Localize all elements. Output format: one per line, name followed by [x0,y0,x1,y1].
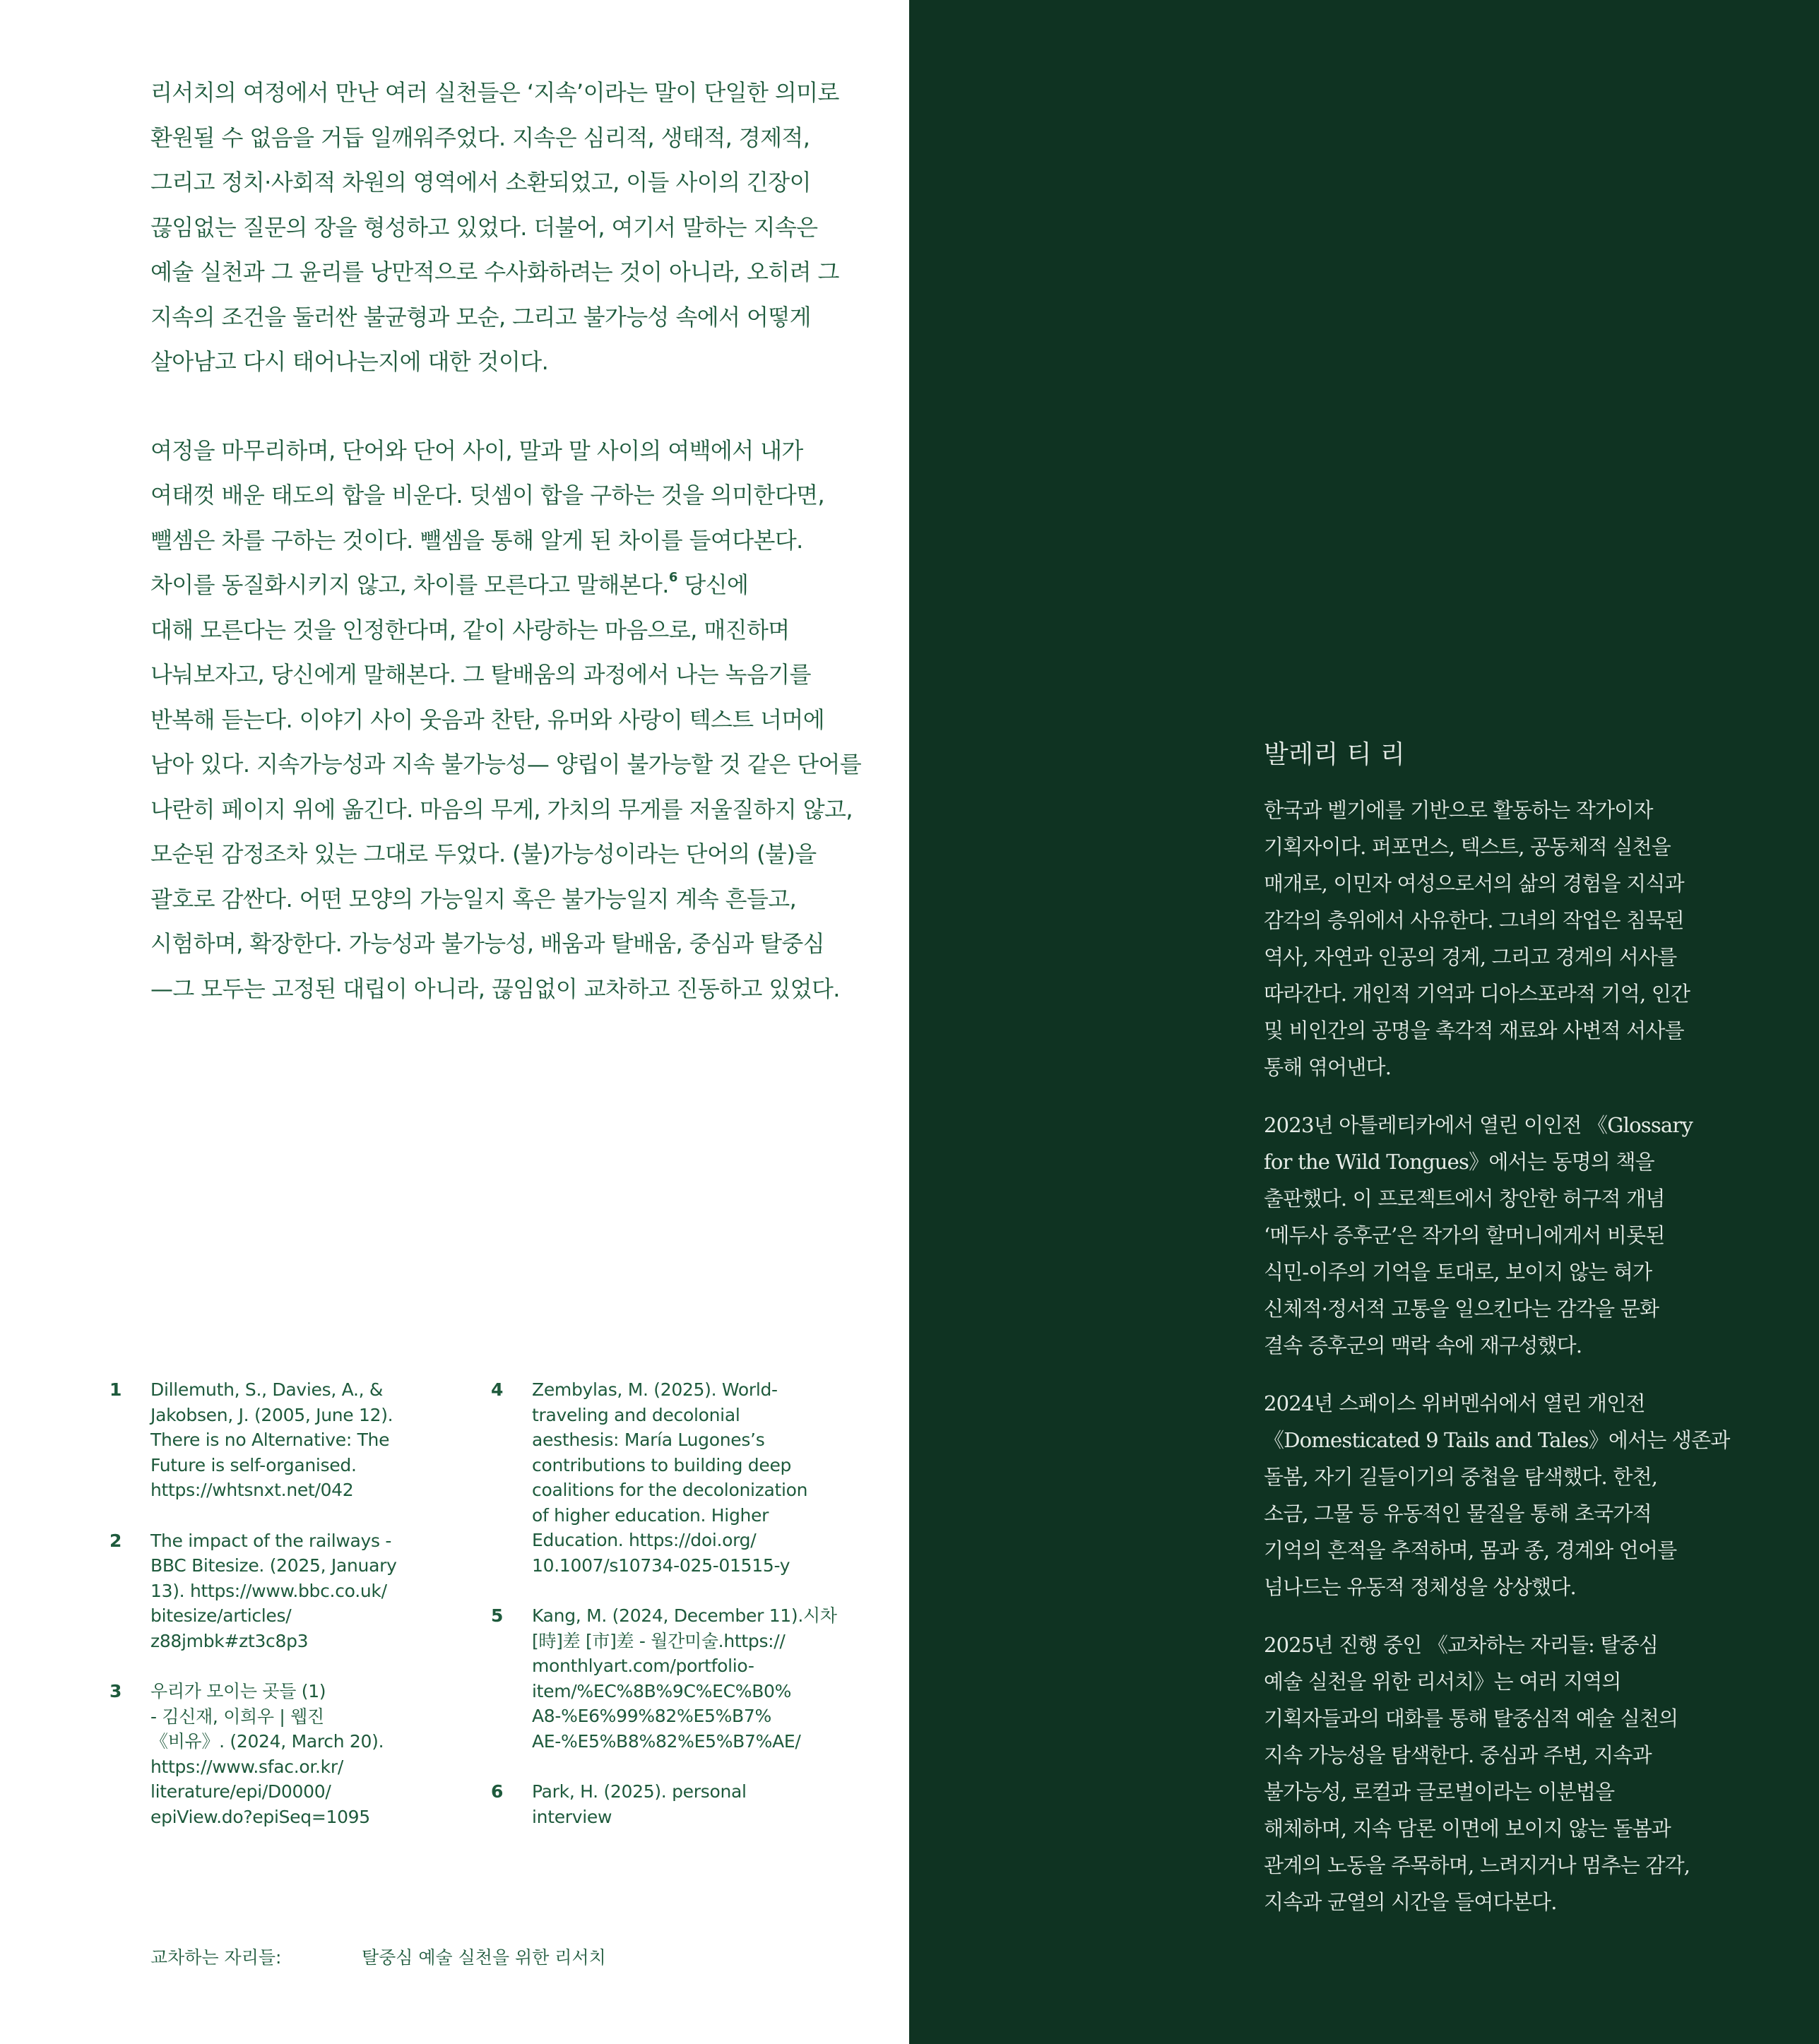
bio-line: 출판했다. 이 프로젝트에서 창안한 허구적 개념 [1264,1187,1665,1211]
bio-line: 따라간다. 개인적 기억과 디아스포라적 기억, 인간 [1264,982,1690,1006]
bio-line: 불가능성, 로컬과 글로벌이라는 이분법을 [1264,1780,1615,1804]
footnote-number: 2 [109,1530,122,1551]
footnote-line: z88jmbk#zt3c8p3 [150,1630,309,1651]
footnotes-column-right [487,1377,855,1855]
bio-line: for the Wild Tongues》에서는 동명의 책을 [1264,1150,1654,1174]
footnote-line: AE-%E5%B8%82%E5%B7%AE/ [532,1730,801,1752]
footnote [487,1603,855,1754]
text-line: 그리고 정치·사회적 차원의 영역에서 소환되었고, 이들 사이의 긴장이 [150,169,811,196]
bio-line: 결속 증후군의 맥락 속에 재구성했다. [1264,1333,1582,1357]
bio-line: 신체적·정서적 고통을 일으킨다는 감각을 문화 [1264,1297,1659,1321]
footnote-line: Education. https://doi.org/ [532,1530,757,1550]
text-line: 나눠보자고, 당신에게 말해본다. 그 탈배움의 과정에서 나는 녹음기를 [150,661,811,688]
bio-line: 예술 실천을 위한 리서치》는 여러 지역의 [1264,1670,1621,1694]
text-line: 나란히 페이지 위에 옮긴다. 마음의 무게, 가치의 무게를 저울질하지 않고, [150,795,853,823]
footnote-text [532,1603,855,1754]
left-page [0,0,909,2044]
bio-line: 및 비인간의 공명을 촉각적 재료와 사변적 서사를 [1264,1018,1684,1042]
footnote-line: 13). https://www.bbc.co.uk/ [150,1580,387,1601]
footnote [106,1377,438,1503]
bio-line: 한국과 벨기에를 기반으로 활동하는 작가이자 [1264,798,1653,822]
bio-line: 식민-이주의 기억을 토대로, 보이지 않는 혀가 [1264,1260,1652,1284]
footnote-line: BBC Bitesize. (2025, January [150,1555,397,1576]
footnote-line: - 김신재, 이희우 | 웹진 [150,1706,324,1727]
bio-paragraph [1264,792,1758,1086]
footnote-number: 4 [491,1379,504,1400]
bio-line: 소금, 그물 등 유동적인 물질을 통해 초국가적 [1264,1502,1652,1526]
essay-paragraph [150,429,862,1012]
footnote-line: The impact of the railways - [150,1530,392,1551]
footnote-line: Kang, M. (2024, December 11).시차 [532,1605,837,1626]
text-line: 여정을 마무리하며, 단어와 단어 사이, 말과 말 사이의 여백에서 내가 [150,436,803,464]
footnote-line: Jakobsen, J. (2005, June 12). [150,1404,393,1425]
text-line: 예술 실천과 그 윤리를 낭만적으로 수사화하려는 것이 아니라, 오히려 그 [150,259,839,285]
footnote-line: Future is self-organised. [150,1454,357,1475]
text-line: 대해 모른다는 것을 인정한다며, 같이 사랑하는 마음으로, 매진하며 [150,616,790,643]
text-line: 뺄셈은 차를 구하는 것이다. 뺄셈을 통해 알게 된 차이를 들여다본다. [150,526,803,554]
bio-line: 통해 엮어낸다. [1264,1055,1392,1079]
footnote-number: 5 [491,1605,504,1626]
text-line: 시험하며, 확장한다. 가능성과 불가능성, 배움과 탈배움, 중심과 탈중심 [150,930,825,957]
text-line: 반복해 듣는다. 이야기 사이 웃음과 찬탄, 유머와 사랑이 텍스트 너머에 [150,706,825,733]
footnote [487,1377,855,1578]
footnote-line: Dillemuth, S., Davies, A., & [150,1379,384,1400]
text-run: 당신에 [677,571,749,598]
text-line: 지속의 조건을 둘러싼 불균형과 모순, 그리고 불가능성 속에서 어떻게 [150,303,811,331]
bio-paragraph [1264,1107,1758,1364]
bio-line: 돌봄, 자기 길들이기의 중첩을 탐색했다. 한천, [1264,1465,1658,1489]
footnote-line: aesthesis: María Lugones’s [532,1430,765,1450]
footnote-line: literature/epi/D0000/ [150,1781,331,1802]
essay-body [150,71,862,1011]
artist-bio [1264,738,1758,1942]
footnote-line: 우리가 모이는 곳들 (1) [150,1681,326,1701]
bio-line: 지속 가능성을 탐색한다. 중심과 주변, 지속과 [1264,1743,1652,1767]
footnote [487,1779,855,1829]
bio-line: 넘나드는 유동적 정체성을 상상했다. [1264,1575,1576,1599]
text-line: 살아남고 다시 태어나는지에 대한 것이다. [150,348,549,375]
footnote-line: Park, H. (2025). personal [532,1781,747,1802]
bio-line: 2023년 아틀레티카에서 열린 이인전 《Glossary [1264,1113,1693,1137]
bio-line: 기억의 흔적을 추적하며, 몸과 종, 경계와 언어를 [1264,1538,1677,1562]
text-line: 남아 있다. 지속가능성과 지속 불가능성— 양립이 불가능할 것 같은 단어를 [150,751,862,778]
footnote [106,1528,438,1654]
text-line: 리서치의 여정에서 만난 여러 실천들은 ‘지속’이라는 말이 단일한 의미로 [150,79,839,106]
footnote-line: epiView.do?epiSeq=1095 [150,1806,370,1827]
footnotes-column-left [106,1377,438,1855]
essay-paragraph [150,71,857,385]
bio-name: 발레리 티 리 [1264,740,1406,769]
footnote-text [150,1528,438,1654]
text-line: 모순된 감정조차 있는 그대로 두었다. (불)가능성이라는 단어의 (불)을 [150,840,817,867]
bio-paragraph [1264,1385,1758,1605]
text-line: 끊임없는 질문의 장을 형성하고 있었다. 더불어, 여기서 말하는 지속은 [150,213,818,241]
bio-line: 매개로, 이민자 여성으로서의 삶의 경험을 지식과 [1264,872,1684,896]
footnote-line: Zembylas, M. (2025). World- [532,1379,778,1400]
footnote-number: 3 [109,1681,122,1701]
bio-line: 감각의 층위에서 사유한다. 그녀의 작업은 침묵된 [1264,908,1684,932]
footnote-line: interview [532,1806,612,1827]
text-line [150,563,857,608]
footnote-number: 6 [491,1781,504,1802]
footnote-text [150,1679,438,1829]
bio-line: 《Domesticated 9 Tails and Tales》에서는 생존과 [1264,1428,1730,1452]
footnote-line: [時]差 [市]差 - 월간미술.https:// [532,1630,786,1651]
footnote-line: item/%EC%8B%9C%EC%B0% [532,1680,792,1701]
text-line: —그 모두는 고정된 대립이 아니라, 끊임없이 교차하고 진동하고 있었다. [150,975,840,1002]
bio-line: 역사, 자연과 인공의 경계, 그리고 경계의 서사를 [1264,945,1677,969]
footnote-line: monthlyart.com/portfolio- [532,1656,754,1676]
footnote-text [532,1377,855,1578]
bio-paragraph [1264,1627,1758,1920]
running-footer-subtitle: 탈중심 예술 실천을 위한 리서치 [362,1947,606,1968]
footnote-line: 《비유》. (2024, March 20). [150,1731,384,1752]
text-line: 괄호로 감싼다. 어떤 모양의 가능일지 혹은 불가능일지 계속 흔들고, [150,885,797,913]
footnote-line: contributions to building deep [532,1454,792,1475]
bio-line: 2025년 진행 중인 《교차하는 자리들: 탈중심 [1264,1633,1659,1657]
text-line: 여태껏 배운 태도의 합을 비운다. 덧셈이 합을 구하는 것을 의미한다면, [150,482,825,509]
footnote-line: 10.1007/s10734-025-01515-y [532,1555,790,1576]
footnote-line: There is no Alternative: The [150,1430,390,1450]
footnote-text [150,1377,438,1503]
footnote-text [532,1779,855,1829]
bio-line: ‘메두사 증후군’은 작가의 할머니에게서 비롯된 [1264,1223,1665,1247]
footnote-number: 1 [109,1379,122,1400]
footnote-line: https://www.sfac.or.kr/ [150,1756,343,1777]
footnote-line: traveling and decolonial [532,1404,740,1425]
footnote-line: bitesize/articles/ [150,1605,292,1626]
bio-line: 기획자들과의 대화를 통해 탈중심적 예술 실천의 [1264,1706,1678,1730]
footnote-line: https://whtsnxt.net/042 [150,1480,354,1500]
footnote-line: coalitions for the decolonization [532,1480,808,1500]
bio-line: 기획자이다. 퍼포먼스, 텍스트, 공동체적 실천을 [1264,835,1671,859]
footnote-line: of higher education. Higher [532,1504,769,1526]
running-footer-title: 교차하는 자리들: [150,1947,282,1968]
text-run: 차이를 동질화시키지 않고, 차이를 모른다고 말해본다. [150,571,669,598]
footnote-line: A8-%E6%99%82%E5%B7% [532,1706,771,1726]
footnote-marker[interactable]: 6 [668,570,677,585]
bio-line: 지속과 균열의 시간을 들여다본다. [1264,1890,1557,1914]
footnote [106,1679,438,1829]
text-line: 환원될 수 없음을 거듭 일깨워주었다. 지속은 심리적, 생태적, 경제적, [150,124,810,151]
bio-line: 2024년 스페이스 위버멘쉬에서 열린 개인전 [1264,1391,1645,1415]
bio-line: 관계의 노동을 주목하며, 느려지거나 멈추는 감각, [1264,1853,1690,1877]
bio-line: 해체하며, 지속 담론 이면에 보이지 않는 돌봄과 [1264,1817,1671,1841]
